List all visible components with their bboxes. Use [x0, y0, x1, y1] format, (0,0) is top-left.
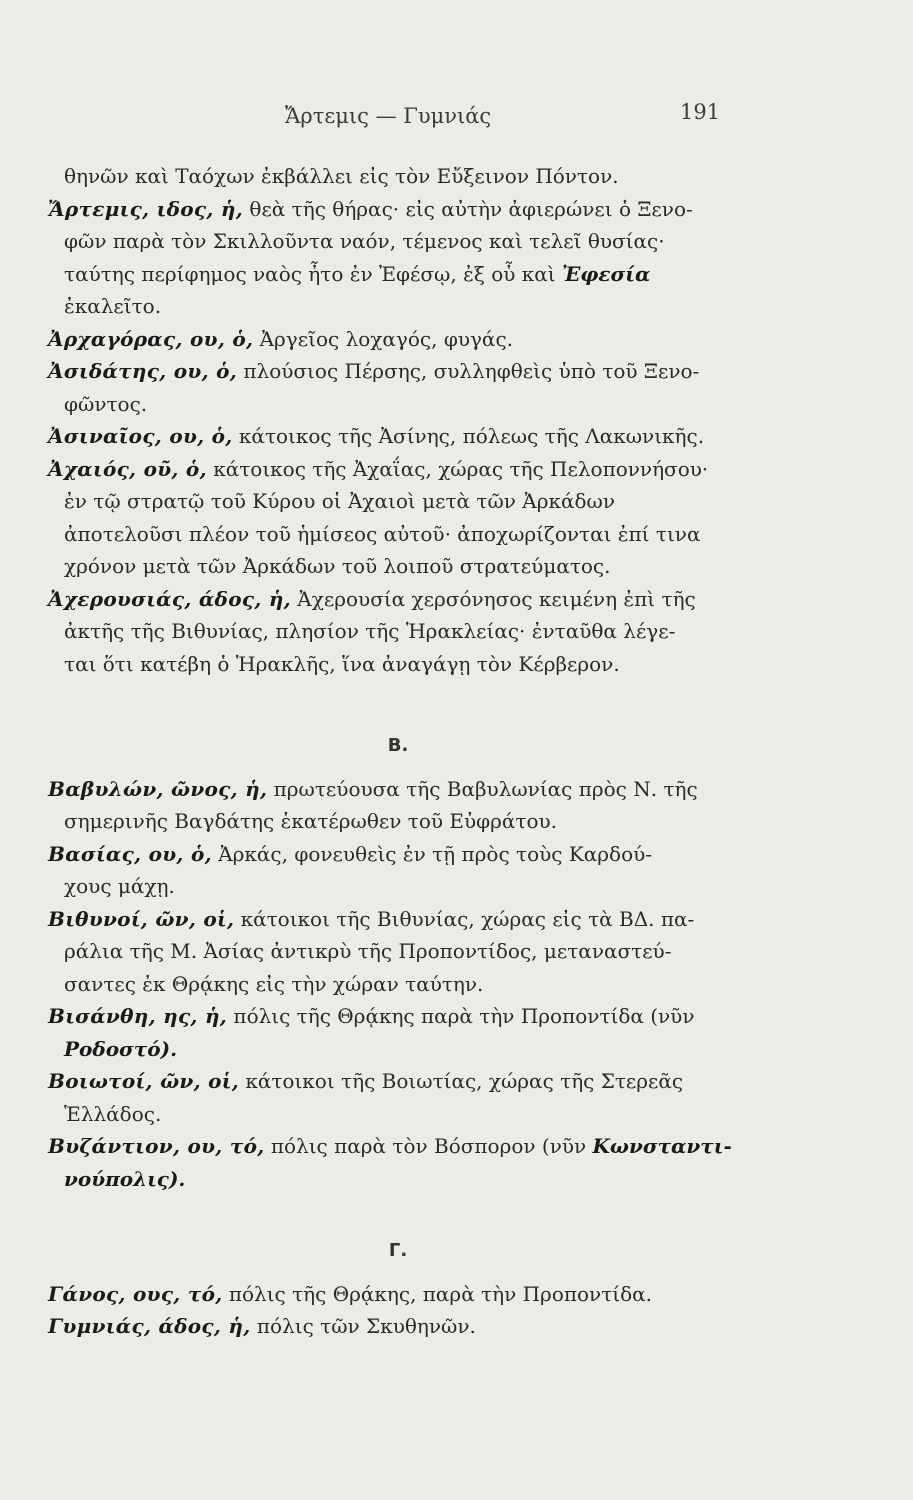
continuation-line: θηνῶν καὶ Ταόχων ἐκβάλλει εἰς τὸν Εὔξεινον Πόντον.	[64, 164, 619, 188]
entry-text: σημερινῆς Βαγδάτης ἑκατέρωθεν τοῦ Εὐφράτου.	[64, 809, 558, 833]
headword: Ἀχαιός, οῦ, ὁ,	[48, 456, 207, 481]
headword: Γάνος, ους, τό,	[48, 1281, 223, 1306]
entry-text: Ἑλλάδος.	[64, 1101, 162, 1126]
entry-bisanthe	[48, 1000, 748, 1065]
headword: Βιθυνοί, ῶν, οἱ,	[48, 906, 235, 931]
entry-text: ταύτης περίφημος ναὸς ἦτο ἐν Ἐφέσῳ, ἐξ οὗ καὶ	[64, 261, 562, 286]
emphasis-term: νούπολις).	[64, 1166, 186, 1191]
entry-achaios	[48, 453, 748, 583]
entry-acherousias	[48, 583, 748, 681]
headword: Βασίας, ου, ὁ,	[48, 841, 212, 866]
entry-text: ται ὅτι κατέβη ὁ Ἡρακλῆς, ἵνα ἀναγάγῃ τὸν Κέρβερον.	[64, 651, 620, 676]
headword: Ἀσιναῖος, ου, ὁ,	[48, 424, 233, 448]
entry-ganos	[48, 1278, 748, 1311]
entry-archagoras	[48, 323, 748, 356]
entry-text: κάτοικος τῆς Ἀχαΐας, χώρας τῆς Πελοποννήσου·	[206, 456, 709, 481]
emphasis-term: Κωνσταντι-	[592, 1134, 732, 1158]
entry-text: Ἀργεῖος λοχαγός, φυγάς.	[253, 326, 513, 351]
headword: Βαβυλών, ῶνος, ἡ,	[48, 776, 268, 801]
headword: Ἀρχαγόρας, ου, ὁ,	[48, 326, 254, 351]
entry-text: πόλις παρὰ τὸν Βόσπορον (νῦν	[264, 1134, 593, 1158]
headword: Βισάνθη, ης, ἡ,	[48, 1004, 228, 1028]
entry-text: ράλια τῆς Μ. Ἀσίας ἀντικρὺ τῆς Προποντίδος, μεταναστεύ-	[64, 939, 672, 963]
headword: Γυμνιάς, άδος, ἡ,	[48, 1314, 251, 1338]
entry-gymnias	[48, 1310, 748, 1343]
entry-text: φῶν παρὰ τὸν Σκιλλοῦντα ναόν, τέμενος καὶ τελεῖ θυσίας·	[64, 229, 665, 253]
page-header	[0, 100, 913, 140]
entry-text: πρωτεύουσα τῆς Βαβυλωνίας πρὸς Ν. τῆς	[267, 776, 698, 801]
headword: Ἄρτεμις, ιδος, ἡ,	[48, 196, 244, 221]
entry-byzantion	[48, 1130, 748, 1195]
entry-text: χρόνον μετὰ τῶν Ἀρκάδων τοῦ λοιποῦ στρατεύματος.	[64, 554, 611, 578]
entry-text: χους μάχῃ.	[64, 874, 175, 898]
entry-text: ἐκαλεῖτο.	[64, 294, 162, 318]
entry-text: πόλις τῆς Θρᾴκης, παρὰ τὴν Προποντίδα.	[222, 1281, 653, 1306]
entry-text: κάτοικοι τῆς Βοιωτίας, χώρας τῆς Στερεᾶς	[239, 1069, 684, 1093]
entry-artemis	[48, 193, 748, 323]
section-heading-beta: Β.	[387, 735, 409, 756]
entry-asidates	[48, 355, 748, 420]
entry-text: ἀποτελοῦσι πλέον τοῦ ἡμίσεος αὐτοῦ· ἀποχωρίζονται ἐπί τινα	[64, 521, 701, 546]
entry-text: φῶντος.	[64, 391, 148, 416]
entry-basias	[48, 838, 748, 903]
entry-text: Ἀχερουσία χερσόνησος κειμένη ἐπὶ τῆς	[290, 586, 696, 611]
entry-text: πόλις τῆς Θρᾴκης παρὰ τὴν Προποντίδα (νῦν	[227, 1004, 695, 1028]
entry-text: ἐν τῷ στρατῷ τοῦ Κύρου οἱ Ἀχαιοὶ μετὰ τῶν Ἀρκάδων	[64, 489, 616, 513]
headword: Ἀχερουσιάς, άδος, ἡ,	[48, 586, 291, 611]
section-heading-gamma: Γ.	[388, 1240, 408, 1261]
entry-text: Ἀρκάς, φονευθεὶς ἐν τῇ πρὸς τοὺς Καρδού-	[211, 841, 653, 866]
glossary-content	[48, 160, 748, 1343]
entry-text: πόλις τῶν Σκυθηνῶν.	[250, 1314, 476, 1338]
entry-asinaios	[48, 420, 748, 453]
entry-boiotoi	[48, 1065, 748, 1130]
running-title: Ἄρτεμις — Γυμνιάς	[285, 104, 492, 128]
headword: Βοιωτοί, ῶν, οἱ,	[48, 1069, 239, 1093]
entry-text: θεὰ τῆς θήρας· εἰς αὐτὴν ἀφιερώνει ὁ Ξενο-	[243, 196, 693, 221]
entry-bithynoi	[48, 903, 748, 1001]
entry-text: πλούσιος Πέρσης, συλληφθεὶς ὑπὸ τοῦ Ξενο-	[237, 359, 700, 383]
headword: Βυζάντιον, ου, τό,	[48, 1134, 265, 1158]
entry-text: κάτοικοι τῆς Βιθυνίας, χώρας εἰς τὰ ΒΔ. πα-	[234, 906, 695, 931]
emphasis-term: Ροδοστό).	[64, 1036, 178, 1061]
entry-text: κάτοικος τῆς Ἀσίνης, πόλεως τῆς Λακωνικῆς.	[232, 424, 705, 448]
entry-babylon	[48, 773, 748, 838]
entry-text: ἀκτῆς τῆς Βιθυνίας, πλησίον τῆς Ἡρακλείας· ἐνταῦθα λέγε-	[64, 619, 676, 643]
headword: Ἀσιδάτης, ου, ὁ,	[48, 359, 238, 383]
emphasis-term: Ἐφεσία	[561, 261, 651, 286]
entry-text: σαντες ἐκ Θρᾴκης εἰς τὴν χώραν ταύτην.	[64, 971, 484, 996]
page-number: 191	[680, 100, 721, 124]
